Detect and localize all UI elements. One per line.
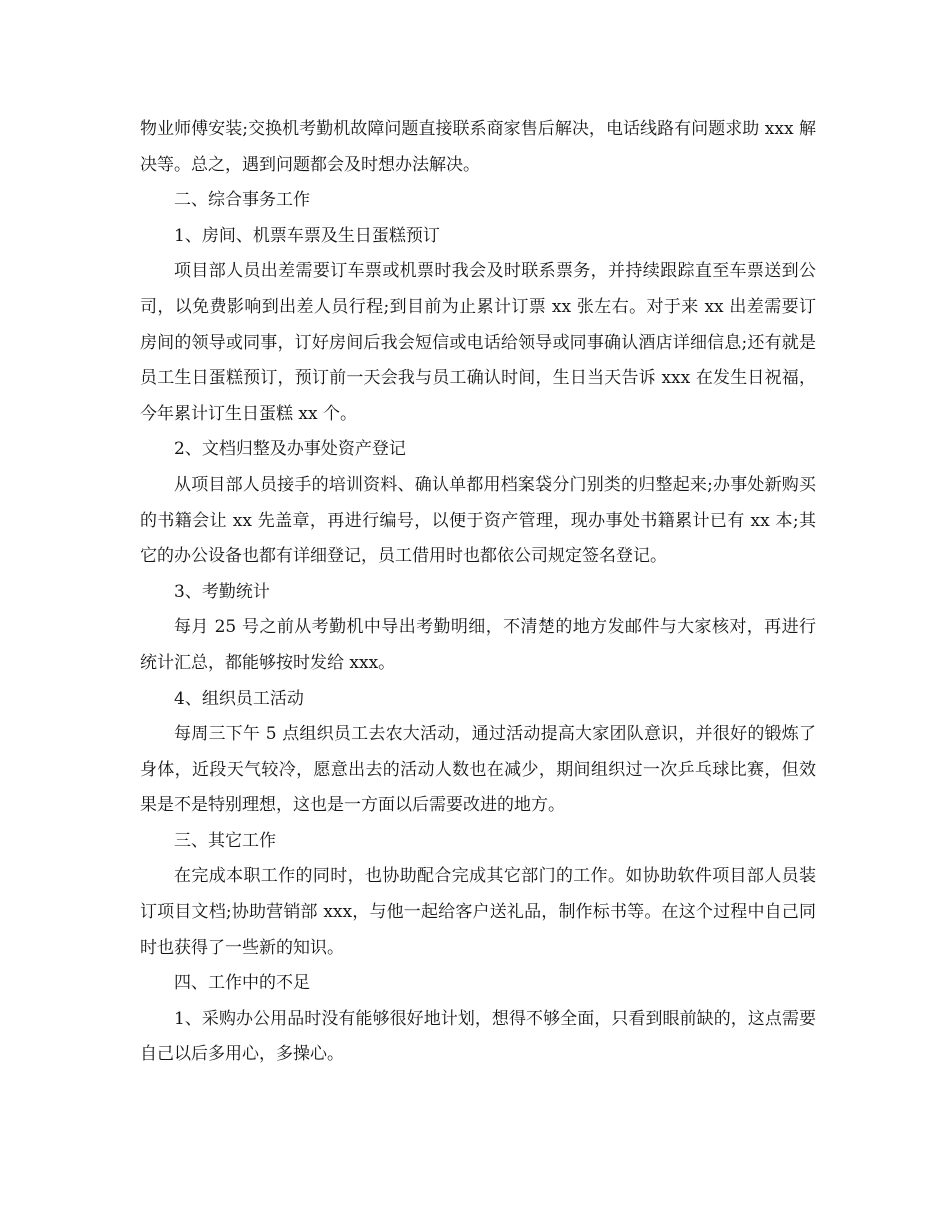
paragraph-booking: 项目部人员出差需要订车票或机票时我会及时联系票务，并持续跟踪直至车票送到公司，以免费影响到出差人员行程;到目前为止累计订票 xx 张左右。对于来 xx 出差需要订房间的领导或同事，订好房间后我会短信或电话给领导或同事确认酒店详细信息;还有就是员工生日蛋糕预订，预订前一天会我与员工确认时间，生日当天告诉 xxx 在发生日祝福，今年累计订生日蛋糕 xx 个。 bbox=[140, 261, 816, 424]
document-body bbox=[140, 112, 816, 1073]
subheading-employee-activities: 4、组织员工活动 bbox=[174, 688, 304, 709]
paragraph-other-work: 在完成本职工作的同时，也协助配合完成其它部门的工作。如协助软件项目部人员装订项目文档;协助营销部 xxx，与他一起给客户送礼品，制作标书等。在这个过程中自己同时也获得了一些新的知识。 bbox=[140, 866, 816, 958]
paragraph-attendance: 每月 25 号之前从考勤机中导出考勤明细，不清楚的地方发邮件与大家核对，再进行统计汇总，都能够按时发给 xxx。 bbox=[140, 617, 816, 673]
section-heading-shortcomings: 四、工作中的不足 bbox=[174, 973, 310, 994]
paragraph-employee-activities: 每周三下午 5 点组织员工去农大活动，通过活动提高大家团队意识，并很好的锻炼了身体，近段天气较冷，愿意出去的活动人数也在减少，期间组织过一次乒乓球比赛，但效果是不是特别理想，这也是一方面以后需要改进的地方。 bbox=[140, 724, 816, 816]
subheading-attendance: 3、考勤统计 bbox=[174, 581, 270, 602]
paragraph-shortcomings: 1、采购办公用品时没有能够很好地计划，想得不够全面，只看到眼前缺的，这点需要自己以后多用心，多操心。 bbox=[140, 1008, 816, 1065]
paragraph-documents-assets: 从项目部人员接手的培训资料、确认单都用档案袋分门别类的归整起来;办事处新购买的书籍会让 xx 先盖章，再进行编号，以便于资产管理，现办事处书籍累计已有 xx 本;其它的办公设备也都有详细登记，员工借用时也都依公司规定签名登记。 bbox=[140, 474, 816, 567]
paragraph-continuation: 物业师傅安装;交换机考勤机故障问题直接联系商家售后解决，电话线路有问题求助 xxx 解决等。总之，遇到问题都会及时想办法解决。 bbox=[140, 119, 816, 175]
section-heading-general-affairs: 二、综合事务工作 bbox=[174, 190, 310, 211]
section-heading-other-work: 三、其它工作 bbox=[174, 830, 276, 851]
subheading-documents-assets: 2、文档归整及办事处资产登记 bbox=[174, 439, 406, 460]
subheading-booking: 1、房间、机票车票及生日蛋糕预订 bbox=[174, 225, 440, 246]
